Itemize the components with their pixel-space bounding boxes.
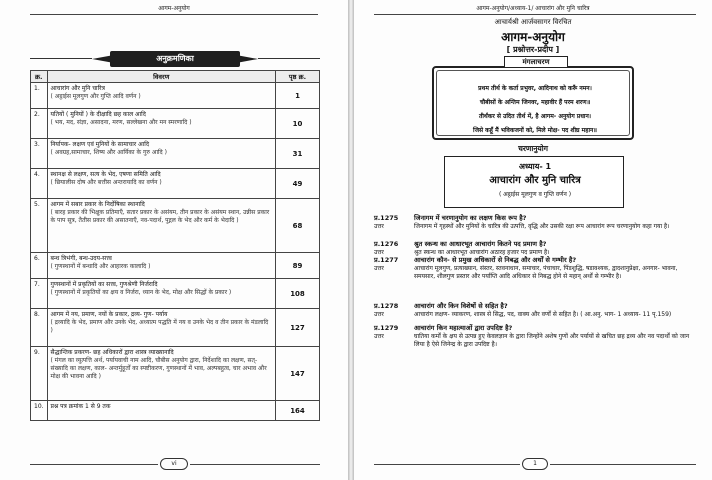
toc-row-description: [47, 139, 275, 169]
question: [374, 240, 692, 248]
toc-row-page: 68: [276, 199, 320, 253]
toc-row-title: निर्यापक- लक्षण एवं मुनियों के सामाचार आदि: [50, 141, 150, 148]
toc-header-desc: विवरण: [47, 71, 275, 83]
footer-rule-right: [550, 464, 696, 465]
question: [374, 302, 692, 310]
toc-row-page: 147: [276, 347, 320, 401]
toc-row-description: [47, 199, 275, 253]
section-heading: चरणानुयोग: [518, 144, 548, 153]
toc-row-subtitle: ( बारह प्रकार की भिक्षुक प्रतिमाएँ, सतार प्रकार के असंयम, तीन प्रकार के असंयम स्थान, उन्नीस प्रकार के पाप सूत्र, तैतीस प्रकार की असातनाएँ, नव-पदार्थ, पुद्गल के भेद और कर्म के भेदादि ): [50, 209, 270, 224]
toc-row-page: 10: [276, 109, 320, 139]
question-number: प्र.1279: [374, 324, 399, 332]
footer-rule-left: [374, 464, 520, 465]
answer-text: आचारांग लक्षण- व्याकरण, शास्त्र से सिद्ध, पद, वाक्य और वर्णों से सहित है। ( आ.अनु. भाग- 1 अध्याय- 11 पृ.159): [414, 311, 672, 318]
verse-line: प्रथम तीर्थ के कर्ता प्रभुवर, आदिनाथ को करूँ नमन।: [478, 85, 592, 92]
toc-row-title: आगम में सबार प्रकार के निर्दोषिका स्थानादि: [50, 201, 145, 208]
toc-row-subtitle: ( भय, मद, संज्ञा, असादना, मरण, सल्लेखना और मन स्मरणादि ): [50, 119, 192, 126]
toc-row-page: 1: [276, 83, 320, 109]
verse-line: चौबीसों के अन्तिम जिनवर, महावीर हैं परम शरण॥: [479, 99, 591, 106]
toc-row-number: 9.: [31, 347, 48, 401]
qa-item: [374, 240, 692, 257]
book-title: आगम-अनुयोग: [501, 30, 565, 44]
toc-row-subtitle: ( मंगल का व्युत्पत्ति अर्थ, पर्यायवाची नाम आदि, चौबीस अनुयोग द्वारा, निर्देशादि का लक्षण, सत्- संख्यादि का लक्षण, काल- अन्तर्मुहूर्तों का स्पष्टीकरण, गुणस्थानों में भाव, अल्पबहुत्व, चार अभाव और मोक्ष की भावना आदि ): [50, 357, 267, 380]
toc-row: [31, 253, 320, 279]
toc-row: [31, 347, 320, 401]
toc-row: [31, 169, 320, 199]
invocation-label: मंगलाचरण: [504, 56, 568, 68]
answer: [374, 333, 692, 349]
toc-row-description: [47, 83, 275, 109]
question-number: प्र.1275: [374, 214, 399, 222]
answer-label: उत्तर: [374, 223, 384, 230]
toc-row-description: [47, 347, 275, 401]
toc-row-subtitle: ( द्रव्यादि के भेद, प्रमाण और उनके भेद, अध्यात्म पद्धति में नय व उनके भेद व तीन प्रकार के मंडलादि ): [50, 319, 269, 334]
toc-banner-line-right: [258, 58, 320, 59]
toc-row-number: 2.: [31, 109, 48, 139]
qa-item: [374, 256, 692, 281]
answer-label: उत्तर: [374, 333, 384, 340]
toc-row-title: स्थानक्ष से लक्षण, सत्य के भेद, एषणा समिति आदि: [50, 171, 161, 178]
toc-row: [31, 139, 320, 169]
answer-text: घातिया कर्मों के क्षय से उत्पन्न हुए केवलज्ञान के द्वारा जिन्होंने अशेष गुणों और पर्यायों से खचित छह द्रव्य और नव पदार्थों को जान लिया है ऐसे जिनेन्द्र के द्वारा उपदिष्ट है।: [414, 333, 690, 348]
toc-row: [31, 309, 320, 347]
toc-title: अनुक्रमणिका: [110, 51, 240, 67]
toc-row-page: 49: [276, 169, 320, 199]
toc-row-title: आचारांग और मुनि चारित्र: [50, 85, 105, 92]
toc-table: [30, 70, 320, 421]
question-text: जिनागम में चरणानुयोग का लक्षण किस रूप है?: [414, 214, 527, 222]
toc-row-subtitle: ( गुणस्थानों में बन्धादि और आहारक कालादि ): [50, 263, 151, 270]
chapter-subtitle: ( अट्ठाईस मूलगुण व गुप्ति वर्णन ): [498, 191, 572, 198]
toc-header-row: [31, 71, 320, 83]
toc-row-number: 1.: [31, 83, 48, 109]
toc-row-title: आगम में नय, प्रमाण, नयों के प्रकार, द्रव्य- गुण- पर्याय: [50, 311, 168, 318]
toc-row: [31, 401, 320, 421]
toc-row-description: [47, 309, 275, 347]
answer-text: आचारांग मूलगुण, प्रत्याख्यान, संस्तर, स्तवनाधान, समाचार, पंचाचार, पिंडशुद्धि, षडावश्यक, द्वादशानुप्रेक्षा, अनगार- भावना, समयसार, शीलगुण प्रस्तार और पर्याप्ति आदि अधिकार से निबद्ध होने से महान् अर्थों से गम्भीर है।: [414, 265, 678, 280]
toc-row-title: गुणस्थानों में प्रकृतियों का सत्त्व, गुणश्रेणी निर्जरादि: [50, 281, 158, 288]
invocation-verse-box: [432, 66, 634, 140]
toc-row-number: 3.: [31, 139, 48, 169]
answer-label: उत्तर: [374, 265, 384, 272]
toc-row-number: 7.: [31, 279, 48, 309]
toc-row-title: यतियों ( मुनियों ) के दीक्षादि छह काल आदि: [50, 111, 146, 118]
qa-item: [374, 302, 692, 319]
answer-text: श्रुत स्कन्ध का आधारभूत आचारांग अठारह हजार पद प्रमाण है।: [414, 249, 550, 256]
toc-row-subtitle: ( अट्ठाईस मूलगुण और गुप्ति आदि वर्णन ): [50, 93, 141, 100]
toc-row-subtitle: ( गुणस्थानों में प्रकृतियों का क्षय व निर्जरा, ध्यान के भेद, मोक्ष और सिद्धों के प्रकार ): [50, 289, 232, 296]
verse-line: तीर्थंकर से उदित तीर्थ में, है आगम- अनुयोग प्रधान।: [478, 113, 592, 120]
footer-rule-left: [30, 464, 158, 465]
page-number: 1: [522, 458, 548, 470]
question-number: प्र.1278: [374, 302, 399, 310]
answer: [374, 311, 692, 319]
toc-row-number: 5.: [31, 199, 48, 253]
toc-row-page: 89: [276, 253, 320, 279]
toc-row-number: 4.: [31, 169, 48, 199]
running-head: आगम-अनुयोग: [158, 5, 190, 12]
toc-row-description: [47, 109, 275, 139]
toc-row-page: 164: [276, 401, 320, 421]
chapter-heading-box: [444, 156, 624, 208]
toc-row-subtitle: ( छियालीस दोष और बत्तीस अन्तरायादि का वर्णन ): [50, 179, 162, 186]
answer-label: उत्तर: [374, 311, 384, 318]
toc-row-page: 127: [276, 309, 320, 347]
header-rule: [30, 14, 318, 15]
toc-header-page: पृष्ठ क्र.: [276, 71, 320, 83]
footer-rule-right: [190, 464, 320, 465]
question-text: आचारांग और किन विशेषों से सहित है?: [414, 302, 508, 310]
toc-header-num: क्र.: [31, 71, 48, 83]
header-rule: [374, 14, 696, 15]
toc-row-description: [47, 279, 275, 309]
toc-row-number: 8.: [31, 309, 48, 347]
verse-line: जिसे कहूँ मैं भविकजनों को, मिले मोक्ष- पद शीघ्र महान॥: [473, 127, 597, 134]
chapter-number: अध्याय- 1: [518, 162, 552, 171]
qa-item: [374, 324, 692, 349]
toc-row-title: प्रश्न पत्र क्रमांक 1 से 9 तक: [50, 403, 111, 410]
question: [374, 214, 692, 222]
toc-row: [31, 109, 320, 139]
question-number: प्र.1276: [374, 240, 399, 248]
question-text: श्रुत स्कन्ध का आधारभूत आचारांग कितने पद प्रमाण है?: [414, 240, 547, 248]
toc-row-title: बन्ध त्रिभंगी, बन्ध-उदय-सत्त्व: [50, 255, 112, 262]
left-page: [0, 0, 348, 480]
toc-row-description: [47, 401, 275, 421]
toc-row-page: 31: [276, 139, 320, 169]
question: [374, 256, 692, 264]
running-head: आगम-अनुयोग/अध्याय-1/ आचारांग और मुनि चारित्र: [476, 5, 590, 12]
author-line: आचार्यश्री आर्जवसागर विरचित: [494, 18, 572, 26]
toc-row-title: सैद्धान्तिक प्रकरण- छह अधिकारों द्वारा शास्त्र व्याख्यानादि: [50, 349, 174, 356]
question-text: आचारांग कौन- से प्रमुख अधिकारों से निबद्ध और अर्थों से गम्भीर है?: [414, 256, 577, 264]
toc-row-number: 6.: [31, 253, 48, 279]
chapter-title: आचारांग और मुनि चारित्र: [489, 175, 581, 186]
toc-row: [31, 83, 320, 109]
toc-row: [31, 279, 320, 309]
toc-row-subtitle: ( अवग्रह,सामाचार, शिष्य और आर्यिका के गुरु आदि ): [50, 149, 167, 156]
toc-row-description: [47, 169, 275, 199]
answer-label: उत्तर: [374, 249, 384, 256]
page-number: vi: [160, 458, 188, 470]
book-subtitle: [ प्रश्नोत्तर-प्रदीप ]: [506, 45, 560, 54]
toc-row: [31, 199, 320, 253]
question-number: प्र.1277: [374, 256, 399, 264]
qa-item: [374, 214, 692, 231]
answer: [374, 265, 692, 281]
toc-row-description: [47, 253, 275, 279]
question-text: आचारांग किन महात्माओं द्वारा उपदिष्ट है?: [414, 324, 513, 332]
right-page: [354, 0, 712, 480]
toc-banner-line-left: [30, 58, 92, 59]
toc-row-page: 108: [276, 279, 320, 309]
answer: [374, 223, 692, 231]
toc-row-number: 10.: [31, 401, 48, 421]
question: [374, 324, 692, 332]
answer-text: जिनागम में गृहस्थों और मुनियों के चारित्र की उत्पत्ति, वृद्धि और उसकी रक्षा रूप आचारांग रूप चरणानुयोग कहा गया है।: [414, 223, 670, 230]
